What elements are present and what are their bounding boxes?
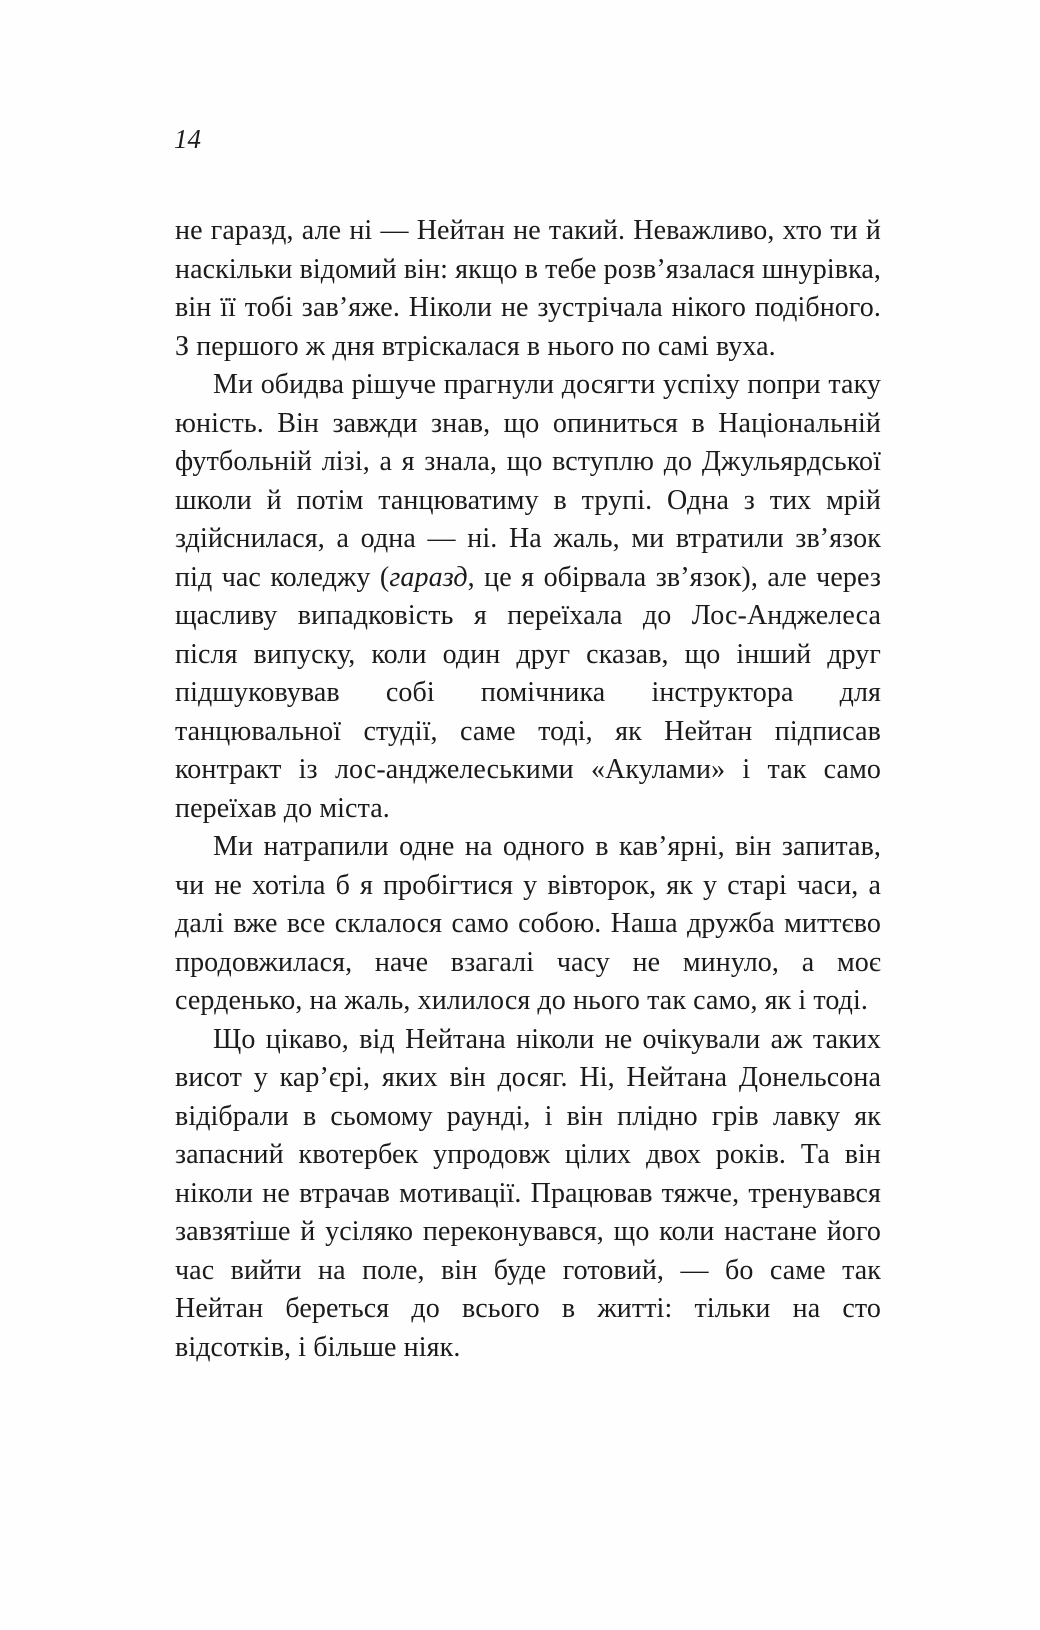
paragraph-text: Ми обидва рішуче прагнули досягти успіху попри таку юність. Він завжди знав, що опиниться в Національній футбольній лізі, а я знала, що вступлю до Джульярдської школи й потім танцюватиму в трупі. Одна з тих мрій здійснилася, а одна — ні. На жаль, ми втратили зв’язок під час коледжу (: [175, 369, 881, 593]
text-block: [175, 212, 881, 1367]
paragraph-text: Ми натрапили одне на одного в кав’ярні, він запитав, чи не хотіла б я пробігтися у вівторок, як у старі часи, а далі вже все склалося само собою. Наша дружба миттєво продовжилася, наче взагалі часу не минуло, а моє серденько, на жаль, хилилося до нього так само, як і тоді.: [175, 831, 881, 1016]
paragraph-text: Що цікаво, від Нейтана ніколи не очікували аж таких висот у кар’єрі, яких він досяг. Ні, Нейтана Донельсона відібрали в сьомому раунді, і він плідно грів лавку як запасний квотербек упродовж цілих двох років. Та він ніколи не втрачав мотивації. Працював тяжче, тренувався завзятіше й усіляко переконувався, що коли настане його час вийти на поле, він буде готовий, — бо саме так Нейтан береться до всього в житті: тільки на сто відсотків, і більше ніяк.: [175, 1023, 881, 1363]
paragraph-text: , це я обірвала зв’язок), але через щасливу випадковість я переїхала до Лос-Анджелеса після випуску, коли один друг сказав, що інший друг підшуковував собі помічника інструктора для танцювальної студії, саме тоді, як Нейтан підписав контракт із лос-анджелеськими «Акулами» і так само переїхав до міста.: [175, 561, 881, 824]
paragraph: [175, 366, 881, 828]
paragraph: [175, 828, 881, 1021]
page-number: 14: [174, 124, 201, 154]
paragraph: [175, 1021, 881, 1368]
italic-word: гаразд: [389, 561, 468, 593]
paragraph: [175, 212, 881, 366]
paragraph-text: не гаразд, але ні — Нейтан не такий. Неважливо, хто ти й наскільки відомий він: якщо в тебе розв’язалася шнурівка, він її тобі зав’яже. Ніколи не зустрічала нікого подібного. З першого ж дня втріскалася в нього по самі вуха.: [175, 215, 881, 362]
